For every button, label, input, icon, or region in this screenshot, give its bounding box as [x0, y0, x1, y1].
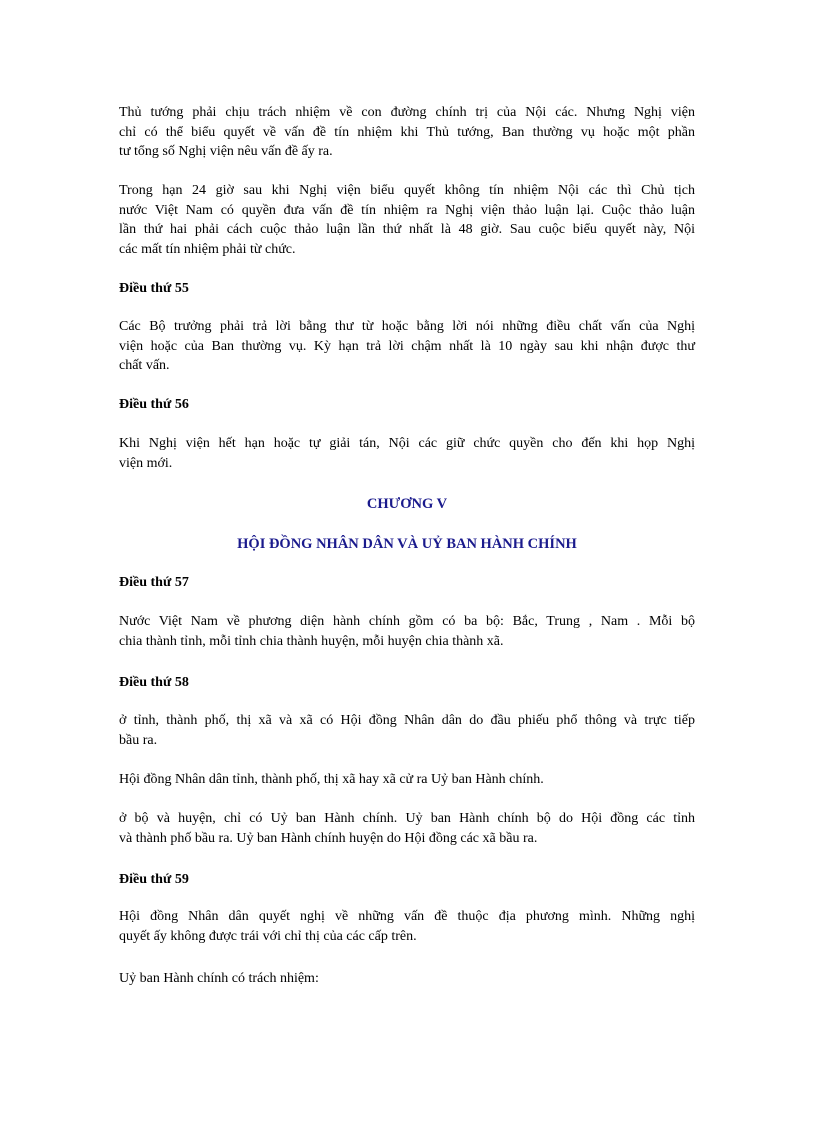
article-heading: Điều thứ 56 [119, 397, 189, 412]
paragraph-line: viện mới. [119, 455, 173, 471]
paragraph-line: lần thứ hai phải cách cuộc thảo luận lần thứ nhất là 48 giờ. Sau cuộc biểu quyết này, Nội [119, 222, 695, 238]
paragraph [119, 181, 695, 259]
article-heading: Điều thứ 57 [119, 575, 189, 590]
paragraph-line: chỉ có thể biểu quyết về vấn đề tín nhiệm khi Thủ tướng, Ban thường vụ hoặc một phần [119, 124, 695, 140]
paragraph-line: nước Việt Nam có quyền đưa vấn đề tín nhiệm ra Nghị viện thảo luận lại. Cuộc thảo luận [119, 202, 695, 218]
paragraph-line: bầu ra. [119, 732, 158, 748]
paragraph-line: ở tỉnh, thành phố, thị xã và xã có Hội đồng Nhân dân do đầu phiếu phổ thông và trực tiếp [119, 713, 695, 728]
paragraph [119, 612, 695, 651]
paragraph-line: viện hoặc của Ban thường vụ. Kỳ hạn trả lời chậm nhất là 10 ngày sau khi nhận được thư [119, 338, 695, 354]
paragraph [119, 103, 695, 162]
paragraph-line: Hội đồng Nhân dân quyết nghị về những vấn đề thuộc địa phương mình. Những nghị [119, 909, 695, 924]
paragraph-line: Nước Việt Nam về phương diện hành chính gồm có ba bộ: Bắc, Trung , Nam . Mỗi bộ [119, 614, 695, 629]
chapter-heading: CHƯƠNG V [366, 496, 448, 512]
paragraph [119, 317, 695, 376]
paragraph-line: tư tổng số Nghị viện nêu vấn đề ấy ra. [119, 144, 333, 160]
paragraph-line: ở bộ và huyện, chỉ có Uỷ ban Hành chính. Uỷ ban Hành chính bộ do Hội đồng các tỉnh [119, 811, 695, 826]
paragraph-line: quyết ấy không được trái với chỉ thị của các cấp trên. [119, 928, 417, 944]
paragraph [119, 711, 695, 750]
paragraph-line: Khi Nghị viện hết hạn hoặc tự giải tán, Nội các giữ chức quyền cho đến khi họp Nghị [119, 436, 695, 451]
article-heading: Điều thứ 55 [119, 281, 189, 296]
paragraph-line: Các Bộ trưởng phải trả lời bằng thư từ hoặc bằng lời nói những điều chất vấn của Nghị [119, 319, 695, 334]
paragraph-line: Trong hạn 24 giờ sau khi Nghị viện biểu quyết không tín nhiệm Nội các thì Chủ tịch [119, 183, 695, 198]
article-heading: Điều thứ 58 [119, 675, 189, 690]
paragraph-line: Uỷ ban Hành chính có trách nhiệm: [119, 971, 319, 986]
paragraph-line: Thủ tướng phải chịu trách nhiệm về con đường chính trị của Nội các. Nhưng Nghị viện [119, 105, 695, 120]
paragraph [119, 907, 695, 946]
paragraph [119, 434, 695, 473]
chapter-heading: HỘI ĐỒNG NHÂN DÂN VÀ UỶ BAN HÀNH CHÍNH [237, 536, 577, 552]
paragraph [119, 809, 695, 848]
paragraph-line: và thành phố bầu ra. Uỷ ban Hành chính huyện do Hội đồng các xã bầu ra. [119, 830, 538, 846]
paragraph [119, 770, 695, 790]
article-heading: Điều thứ 59 [119, 872, 189, 887]
paragraph-line: các mất tín nhiệm phải từ chức. [119, 241, 296, 257]
paragraph-line: Hội đồng Nhân dân tỉnh, thành phố, thị xã hay xã cử ra Uỷ ban Hành chính. [119, 772, 544, 787]
paragraph-line: chất vấn. [119, 358, 170, 374]
paragraph [119, 969, 695, 989]
paragraph-line: chia thành tỉnh, mỗi tỉnh chia thành huyện, mỗi huyện chia thành xã. [119, 633, 504, 649]
